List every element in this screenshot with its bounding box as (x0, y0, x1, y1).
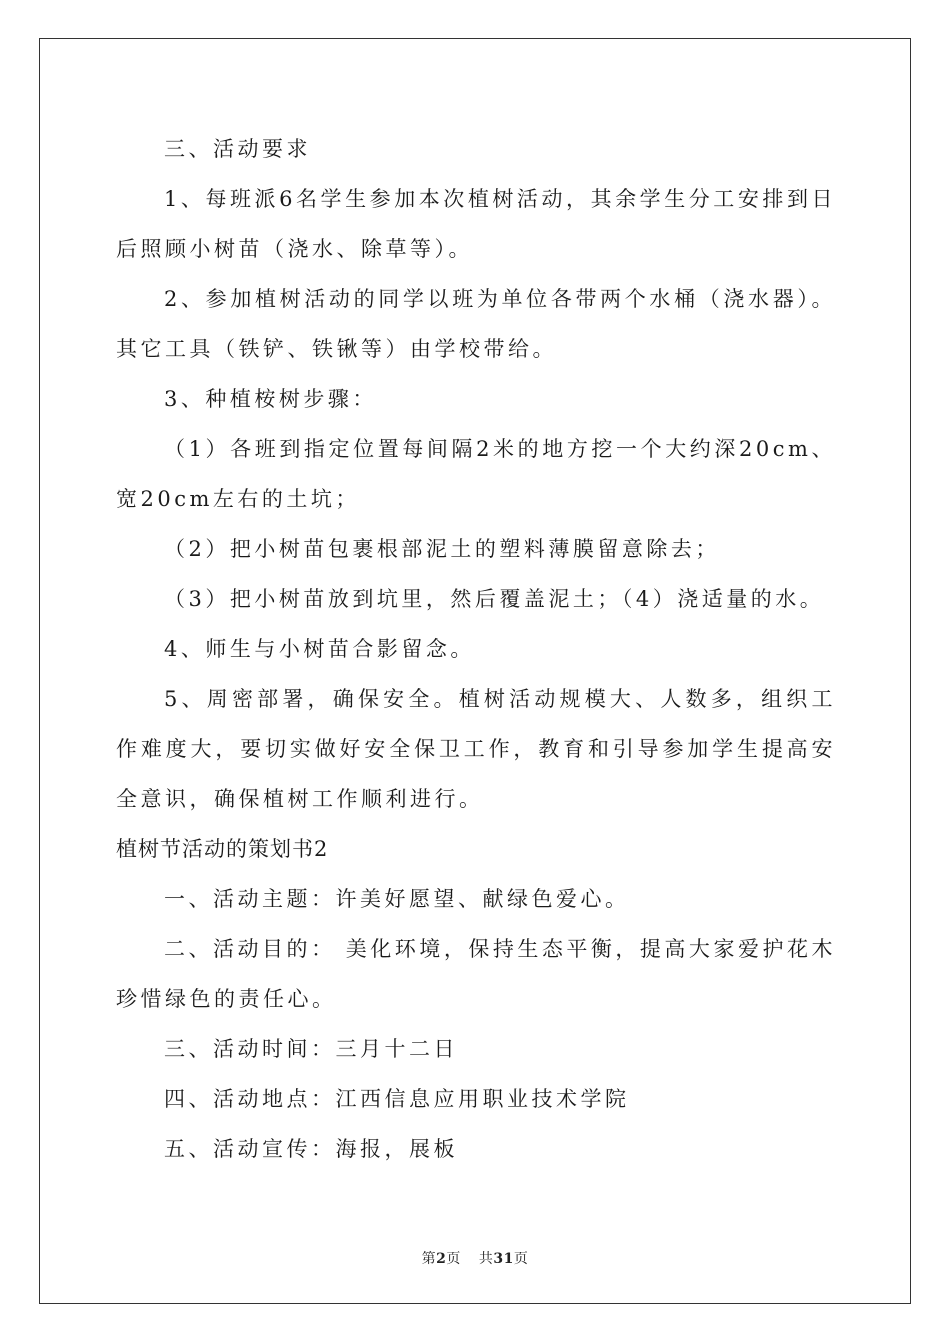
section-heading: 五、活动宣传：海报，展板 (164, 1137, 458, 1161)
body-paragraph: （3）把小树苗放到坑里，然后覆盖泥土；（4）浇适量的水。 (164, 587, 825, 611)
page-suffix: 页 (446, 1251, 461, 1267)
section-heading: 二、活动目的： 美化环境，保持生态平衡，提高大家爱护花木珍惜绿色的责任心。 (116, 937, 836, 1011)
section-heading: 三、活动时间：三月十二日 (164, 1037, 458, 1061)
page-prefix: 第 (421, 1251, 437, 1267)
body-paragraph: 3、种植桉树步骤： (164, 387, 377, 411)
body-paragraph: （1）各班到指定位置每间隔2米的地方挖一个大约深20cm、宽20cm左右的土坑； (116, 437, 836, 511)
section-heading: 四、活动地点：江西信息应用职业技术学院 (164, 1087, 630, 1111)
document-title: 植树节活动的策划书2 (116, 837, 329, 861)
body-paragraph: 2、参加植树活动的同学以班为单位各带两个水桶（浇水器）。其它工具（铁铲、铁锹等）由学校带给。 (116, 287, 836, 361)
body-paragraph: 4、师生与小树苗合影留念。 (164, 637, 475, 661)
section-heading: 一、活动主题：许美好愿望、献绿色爱心。 (164, 887, 630, 911)
page-footer (0, 1248, 950, 1268)
document-body (116, 124, 836, 1174)
section-heading: 三、活动要求 (164, 137, 311, 161)
total-suffix: 页 (513, 1251, 529, 1267)
body-paragraph: 1、每班派6名学生参加本次植树活动，其余学生分工安排到日后照顾小树苗（浇水、除草等）。 (116, 187, 836, 261)
page-number: 2 (436, 1251, 447, 1267)
body-paragraph: （2）把小树苗包裹根部泥土的塑料薄膜留意除去； (164, 537, 720, 561)
page-total: 31 (493, 1251, 514, 1267)
body-paragraph: 5、周密部署，确保安全。植树活动规模大、人数多，组织工作难度大，要切实做好安全保卫工作，教育和引导参加学生提高安全意识，确保植树工作顺利进行。 (116, 687, 836, 811)
total-prefix: 共 (478, 1251, 494, 1267)
